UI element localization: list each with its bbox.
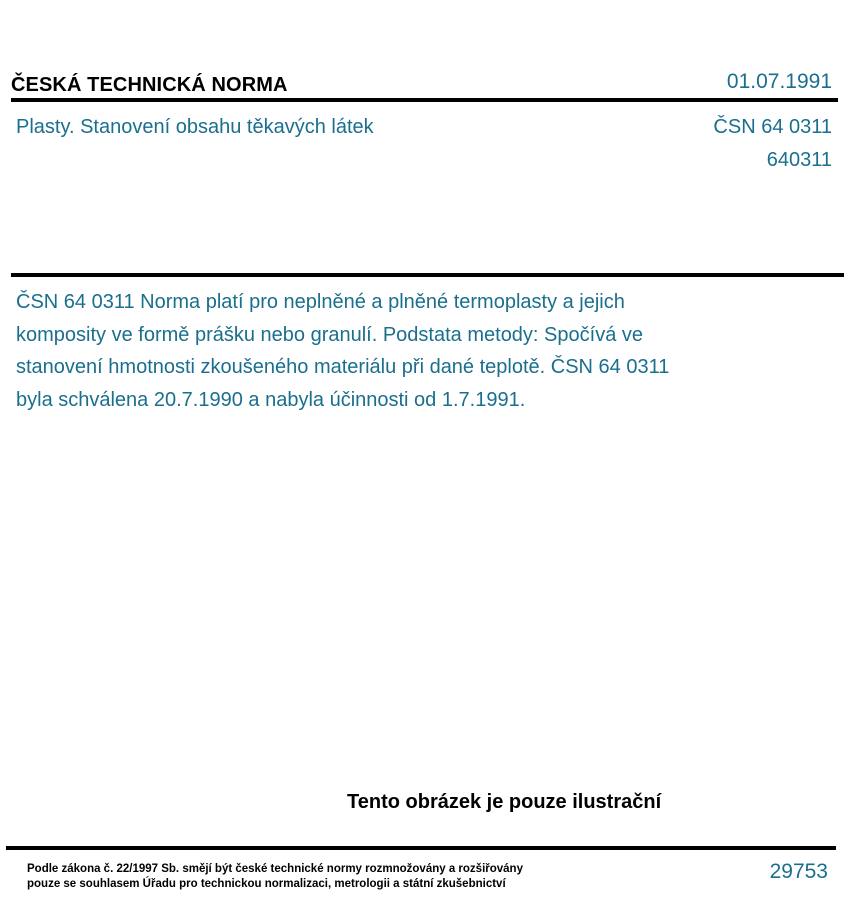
legal-line-2: pouze se souhlasem Úřadu pro technickou normalizaci, metrologii a státní zkušebnictví: [27, 878, 506, 890]
legal-line-1: Podle zákona č. 22/1997 Sb. smějí být české technické normy rozmnožovány a rozšiřovány: [27, 863, 523, 875]
publication-date: 01.07.1991: [726, 70, 832, 93]
footer-divider: [6, 846, 836, 850]
page-number: 29753: [769, 860, 828, 883]
norm-label: ČESKÁ TECHNICKÁ NORMA: [11, 74, 288, 96]
abstract-text: ČSN 64 0311 Norma platí pro neplněné a plněné termoplasty a jejich komposity ve formě prášku nebo granulí. Podstata metody: Spočívá ve stanovení hmotnosti zkoušeného materiálu při dané teplotě. ČSN 64 0311 byla schválena 20.7.1990 a nabyla účinnosti od 1.7.1991.: [16, 291, 670, 411]
illustration-note: Tento obrázek je pouze ilustrační: [347, 791, 662, 813]
legal-notice: [27, 862, 667, 892]
section-divider: [11, 273, 844, 277]
class-code: 640311: [766, 149, 832, 171]
header-divider: [11, 98, 838, 102]
norm-code: ČSN 64 0311: [713, 116, 832, 138]
document-title: Plasty. Stanovení obsahu těkavých látek: [16, 116, 374, 138]
